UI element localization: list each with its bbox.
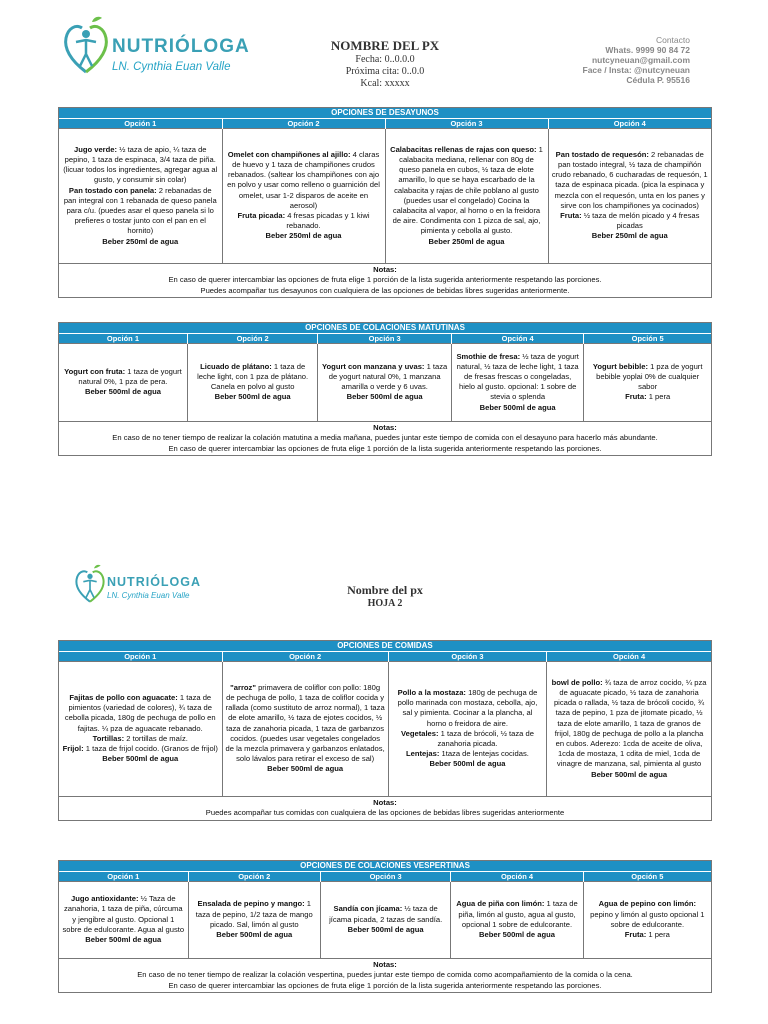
- kcal: Kcal: xxxxx: [360, 78, 410, 89]
- recipe-line: [392, 749, 543, 759]
- recipe-line: [191, 362, 314, 393]
- option-header: Opción 3: [318, 334, 452, 344]
- recipe-bold: Pollo a la mostaza:: [397, 687, 466, 697]
- option-header: Opción 3: [388, 652, 546, 662]
- proxima-cita: Próxima cita: 0..0.0: [345, 66, 425, 77]
- recipe-bold: Beber 500ml de agua: [214, 392, 291, 402]
- recipe-text: ½ taza de apio, ¼ taza de pepino, 1 taza de espinaca, 3/4 taza de piña. (licuar todos los ingredientes, agregar agua al gusto, y consumir sin colar): [63, 144, 218, 185]
- section-title: OPCIONES DE COMIDAS: [59, 641, 711, 652]
- recipe-line: [62, 367, 184, 387]
- colaciones-matutinas-table: [58, 322, 712, 456]
- option-cell: [388, 662, 546, 796]
- recipe-bold: Jugo verde:: [73, 144, 118, 154]
- recipe-bold: Fajitas de pollo con aguacate:: [69, 693, 178, 703]
- recipe-line: [192, 899, 317, 930]
- recipe-bold: Agua de piña con limón:: [456, 899, 545, 909]
- option-cell: [548, 129, 711, 263]
- recipe-bold: Tortillas:: [92, 733, 125, 743]
- recipe-text: 1 taza de piña, limón al gusto, agua al gusto, opcional 1 sobre de edulcorante.: [458, 899, 578, 929]
- comidas-table: [58, 640, 712, 821]
- option-header: Opción 1: [59, 334, 187, 344]
- contact-info: [583, 35, 690, 85]
- option-header: Opción 4: [547, 652, 711, 662]
- recipe-bold: Fruta:: [624, 929, 647, 939]
- section-notes: [59, 796, 711, 820]
- contact-social: Face / Insta: @nutcyneuan: [582, 65, 690, 75]
- recipe-line: [192, 930, 317, 940]
- recipe-bold: Pan tostado de requesón:: [555, 149, 649, 159]
- nutriologa-logo: [62, 14, 250, 80]
- notes-heading: Notas:: [373, 264, 397, 274]
- section-title: OPCIONES DE COLACIONES MATUTINAS: [59, 323, 711, 334]
- notes-line: En caso de no tener tiempo de realizar la colación vespertina, puedes juntar este tiempo de comida como acompañamiento de la comida o la cena.: [137, 970, 633, 979]
- contact-whatsapp: Whats. 9999 90 84 72: [605, 45, 690, 55]
- option-header: Opción 2: [222, 652, 388, 662]
- recipe-line: [550, 678, 708, 770]
- recipe-text: 1 pera: [646, 392, 671, 402]
- option-header: Opción 4: [451, 872, 583, 882]
- recipe-line: [226, 150, 382, 211]
- recipe-line: [62, 145, 219, 186]
- recipe-bold: Beber 250ml de agua: [102, 236, 179, 246]
- recipe-text: 2 rebanadas de pan integral con 1 rebanada de queso panela para c/u. (puedes asar el queso panela si lo prefieres o tostar junto con el pan en el hornito): [63, 185, 217, 236]
- nutriologa-logo-page2: [74, 563, 201, 607]
- recipe-bold: Beber 500ml de agua: [479, 929, 555, 939]
- section-notes: [59, 958, 711, 993]
- recipe-line: [389, 237, 545, 247]
- recipe-text: 2 tortillas de maíz.: [124, 733, 188, 743]
- brand-name: NUTRIÓLOGA: [112, 36, 250, 57]
- contact-email: nutcyneuan@gmail.com: [591, 55, 690, 65]
- recipe-bold: Beber 500ml de agua: [591, 769, 668, 779]
- recipe-line: [587, 362, 708, 393]
- recipe-bold: Jugo antioxidante:: [71, 894, 139, 904]
- recipe-text: ½ Taza de zanahoria, 1 taza de piña, cúrcuma y jengibre al gusto. Opcional 1 sobre de edulcorante. Agua al gusto: [62, 894, 185, 934]
- recipe-bold: Yogurt con fruta:: [64, 366, 126, 376]
- notes-heading: Notas:: [373, 422, 397, 432]
- notes-line: En caso de no tener tiempo de realizar la colación matutina a media mañana, puedes juntar este tiempo de comida con el desayuno para hacerlo más abundante.: [112, 433, 658, 442]
- recipe-bold: Beber 500ml de agua: [429, 759, 506, 769]
- heart-person-logo-icon: [62, 14, 110, 80]
- recipe-bold: Licuado de plátano:: [200, 361, 272, 371]
- recipe-line: [552, 211, 709, 231]
- option-cell: [187, 344, 317, 421]
- notes-line: Puedes acompañar tus comidas con cualquiera de las opciones de bebidas libres sugeridas anteriormente: [205, 808, 565, 817]
- recipe-line: [62, 734, 219, 744]
- recipe-text: 1 taza de pimientos (variedad de colores), ¾ taza de cebolla picada, 180g de pechuga de pollo en fajitas. ¼ pza de aguacate rebanado.: [64, 693, 216, 733]
- fecha: Fecha: 0..0.0.0: [355, 54, 415, 65]
- recipe-bold: Lentejas:: [406, 749, 440, 759]
- recipe-text: ½ taza de melón picado y 4 fresas picadas: [581, 211, 700, 231]
- recipe-bold: Fruta picada:: [237, 211, 286, 221]
- patient-name: Nombre del px: [347, 583, 423, 597]
- recipe-line: [550, 770, 708, 780]
- recipe-text: 1taza de lentejas cocidas.: [439, 749, 529, 759]
- recipe-text: ½ taza de yogurt natural, ½ taza de leche light, 1 taza de fresas frescas o congeladas, hielo al gusto. opcional: 1 sobre de stevia o splenda: [456, 351, 579, 402]
- recipe-bold: Fruta:: [625, 392, 647, 402]
- desayunos-table: [58, 107, 712, 298]
- recipe-text: 1 taza de frijol cocido. (Granos de frijol): [83, 744, 218, 754]
- recipe-line: [62, 693, 219, 734]
- recipe-line: [392, 759, 543, 769]
- recipe-bold: bowl de pollo:: [551, 677, 603, 687]
- recipe-line: [587, 392, 708, 402]
- recipe-line: [226, 211, 382, 231]
- recipe-text: 1 taza de brócoli, ½ taza de zanahoria picada.: [437, 728, 534, 748]
- option-cell: [385, 129, 548, 263]
- recipe-text: 1 pera: [646, 929, 670, 939]
- option-cell: [547, 662, 711, 796]
- recipe-bold: Ensalada de pepino y mango:: [197, 899, 305, 909]
- recipe-line: [62, 186, 219, 237]
- heart-person-logo-icon: [74, 563, 106, 607]
- option-header: Opción 1: [59, 119, 222, 129]
- notes-line: En caso de querer intercambiar las opciones de fruta elige 1 porción de la lista sugerida anteriormente respetando las porciones.: [168, 275, 602, 284]
- option-cell: [59, 882, 188, 958]
- option-cell: [583, 882, 711, 958]
- option-cell: [59, 662, 222, 796]
- recipe-text: 180g de pechuga de pollo marinada con mostaza, cebolla, ajo, sal y pimienta. Cocinar a la plancha, al horno o freidora de aire.: [397, 687, 538, 728]
- recipe-bold: Fruta:: [560, 211, 582, 221]
- recipe-bold: Beber 500ml de agua: [216, 929, 293, 939]
- recipe-text: 1 taza de yogurt natural 0%, 1 manzana amarilla o verde y 6 uvas.: [328, 361, 448, 392]
- recipe-text: 4 claras de huevo y 1 taza de champiñones crudos rebanados. (saltear los champiñones con ajo en polvo y usar como relleno o guarnición del omelet, usar 1-2 disparos de aceite en aerosol): [227, 149, 380, 210]
- recipe-bold: Beber 500ml de agua: [102, 754, 179, 764]
- recipe-line: [321, 392, 448, 402]
- recipe-line: [455, 352, 580, 403]
- section-notes: [59, 421, 711, 456]
- recipe-line: [226, 683, 385, 765]
- recipe-line: [226, 231, 382, 241]
- recipe-bold: Frijol:: [62, 744, 84, 754]
- option-header: Opción 2: [222, 119, 385, 129]
- recipe-line: [62, 387, 184, 397]
- option-header: Opción 4: [548, 119, 711, 129]
- recipe-text: ¾ taza de arroz cocido, ¼ pza de aguacate picado, ½ taza de zanahoria picada o rallada, ½ taza de brócoli cocido, ¾ taza de pepino, 1 pza de jitomate picado, ½ taza de elote amarillo, 1 taza de granos de frijol, 180g de pechuga de pollo a la plancha en cubos. Aderezo: 1cda de aceite de oliva, 1cda de mostaza, 1 cdita de miel, 1cda de vinagre de manzana, sal, pimienta al gusto: [553, 677, 707, 769]
- recipe-bold: Yogurt con manzana y uvas:: [322, 361, 425, 371]
- brand-name: NUTRIÓLOGA: [107, 575, 202, 589]
- recipe-bold: Beber 500ml de agua: [479, 402, 556, 412]
- recipe-bold: Sandía con jícama:: [333, 904, 403, 914]
- option-header: Opción 1: [59, 872, 188, 882]
- option-cell: [584, 344, 711, 421]
- notes-heading: Notas:: [373, 959, 397, 969]
- recipe-bold: Calabacitas rellenas de rajas con queso:: [390, 144, 537, 154]
- patient-name: NOMBRE DEL PX: [330, 38, 440, 53]
- option-header: Opción 2: [188, 872, 320, 882]
- contact-label: Contacto: [655, 35, 690, 45]
- notes-line: Puedes acompañar tus desayunos con cualquiera de las opciones de bebidas libres sugeridas anteriormente.: [200, 285, 570, 295]
- option-cell: [451, 882, 583, 958]
- recipe-text: primavera de coliflor con pollo: 180g de pechuga de pollo, 1 taza de coliflor cocida y rallada (como sustituto de arroz normal), 1 taza de elote amarillo, ½ taza de ejotes cocidos, ½ taza de zanahoria picada, 1 taza de garbanzos cocidos. (puedes usar vegetales congelados de la mezcla primavera y garbanzos enlatados, solo lávalos para retirar el exceso de sal): [225, 682, 385, 764]
- option-cell: [59, 129, 222, 263]
- option-cell: [222, 129, 385, 263]
- recipe-bold: Yogurt bebible:: [592, 361, 648, 371]
- recipe-line: [552, 231, 709, 241]
- recipe-line: [455, 403, 580, 413]
- recipe-text: 1 calabacita mediana, rellenar con 80g de queso panela en cubos, ½ taza de elote amarillo, lo que se haya escarbado de la calabacita y rajas de chile poblano al gusto (puedes usar el congelado) Cocina la calabacita al vapor, al horno o en la freidora de aire. Condimenta con 1 pizca de sal, ajo, pimienta y cebolla al gusto.: [392, 144, 543, 236]
- recipe-text: 1 taza de yogurt natural 0%, 1 pza de pera.: [78, 366, 182, 387]
- section-title: OPCIONES DE COLACIONES VESPERTINAS: [59, 861, 711, 872]
- contact-cedula: Cédula P. 95516: [626, 75, 690, 85]
- recipe-bold: Agua de pepino con limón:: [598, 899, 697, 909]
- patient-header-page2: [330, 583, 440, 610]
- option-header: Opción 3: [385, 119, 548, 129]
- option-cell: [188, 882, 320, 958]
- recipe-line: [454, 899, 579, 930]
- recipe-bold: Beber 500ml de agua: [346, 392, 423, 402]
- recipe-line: [191, 392, 314, 402]
- recipe-bold: Beber 500ml de agua: [85, 935, 162, 945]
- option-header: Opción 1: [59, 652, 222, 662]
- recipe-line: [587, 930, 708, 940]
- section-notes: [59, 263, 711, 298]
- recipe-text: 2 rebanadas de pan tostado integral, ½ taza de champiñón crudo rebanado, 6 cucharadas de requesón, 1 taza de espinaca picada. (pica la espinaca y mezcla con el requesón, unta en los panes y sirve con los champiñones ya cocinados): [551, 149, 708, 210]
- section-title: OPCIONES DE DESAYUNOS: [59, 108, 711, 119]
- recipe-line: [62, 935, 185, 945]
- recipe-text: ½ taza de jícama picada, 2 tazas de sandía.: [329, 904, 443, 924]
- recipe-bold: Smothie de fresa:: [456, 351, 521, 361]
- recipe-bold: Beber 250ml de agua: [591, 231, 668, 241]
- recipe-line: [321, 362, 448, 393]
- recipe-text: 4 fresas picadas y 1 kiwi rebanado.: [285, 211, 370, 231]
- option-header: Opción 5: [583, 872, 711, 882]
- recipe-text: 1 taza de pepino, 1/2 taza de mango picado. Sal, limón al gusto: [195, 899, 313, 929]
- recipe-line: [552, 150, 709, 211]
- option-header: Opción 5: [584, 334, 711, 344]
- recipe-line: [392, 729, 543, 749]
- recipe-bold: Beber 250ml de agua: [428, 236, 505, 246]
- recipe-line: [454, 930, 579, 940]
- recipe-bold: Beber 250ml de agua: [265, 231, 342, 241]
- patient-header: [300, 38, 470, 90]
- recipe-line: [62, 894, 185, 935]
- notes-line: En caso de querer intercambiar las opciones de fruta elige 1 porción de la lista sugerida anteriormente respetando las porciones.: [168, 443, 602, 453]
- notes-heading: Notas:: [373, 797, 397, 807]
- recipe-bold: Omelet con champiñones al ajillo:: [227, 149, 351, 159]
- recipe-bold: Beber 500ml de agua: [347, 924, 424, 934]
- colaciones-vespertinas-table: [58, 860, 712, 993]
- option-cell: [59, 344, 187, 421]
- option-cell: [222, 662, 388, 796]
- recipe-bold: "arroz": [230, 682, 256, 692]
- recipe-line: [392, 688, 543, 729]
- recipe-text: pepino y limón al gusto opcional 1 sobre de edulcorante.: [590, 909, 705, 929]
- recipe-line: [62, 237, 219, 247]
- recipe-bold: Vegetales:: [400, 728, 439, 738]
- option-header: Opción 4: [451, 334, 583, 344]
- recipe-bold: Pan tostado con panela:: [68, 185, 157, 195]
- recipe-bold: Beber 500ml de agua: [267, 764, 344, 774]
- hoja-label: HOJA 2: [367, 598, 403, 609]
- option-cell: [318, 344, 452, 421]
- recipe-line: [324, 925, 447, 935]
- option-header: Opción 3: [320, 872, 450, 882]
- option-header: Opción 2: [187, 334, 317, 344]
- recipe-bold: Beber 500ml de agua: [84, 387, 161, 397]
- recipe-line: [389, 145, 545, 237]
- recipe-line: [226, 764, 385, 774]
- recipe-text: 1 pza de yogurt bebible yoplai 0% de cualquier sabor: [596, 361, 703, 392]
- recipe-line: [62, 754, 219, 764]
- option-cell: [451, 344, 583, 421]
- nutritionist-name: LN. Cynthia Euan Valle: [107, 591, 190, 600]
- nutritionist-name: LN. Cynthia Euan Valle: [112, 61, 231, 73]
- recipe-line: [324, 904, 447, 924]
- notes-line: En caso de querer intercambiar las opciones de fruta elige 1 porción de la lista sugerida anteriormente respetando las porciones.: [168, 980, 602, 990]
- option-cell: [320, 882, 450, 958]
- recipe-text: 1 taza de leche light, con 1 pza de plátano. Canela en polvo al gusto: [197, 361, 309, 392]
- recipe-line: [62, 744, 219, 754]
- recipe-line: [587, 899, 708, 930]
